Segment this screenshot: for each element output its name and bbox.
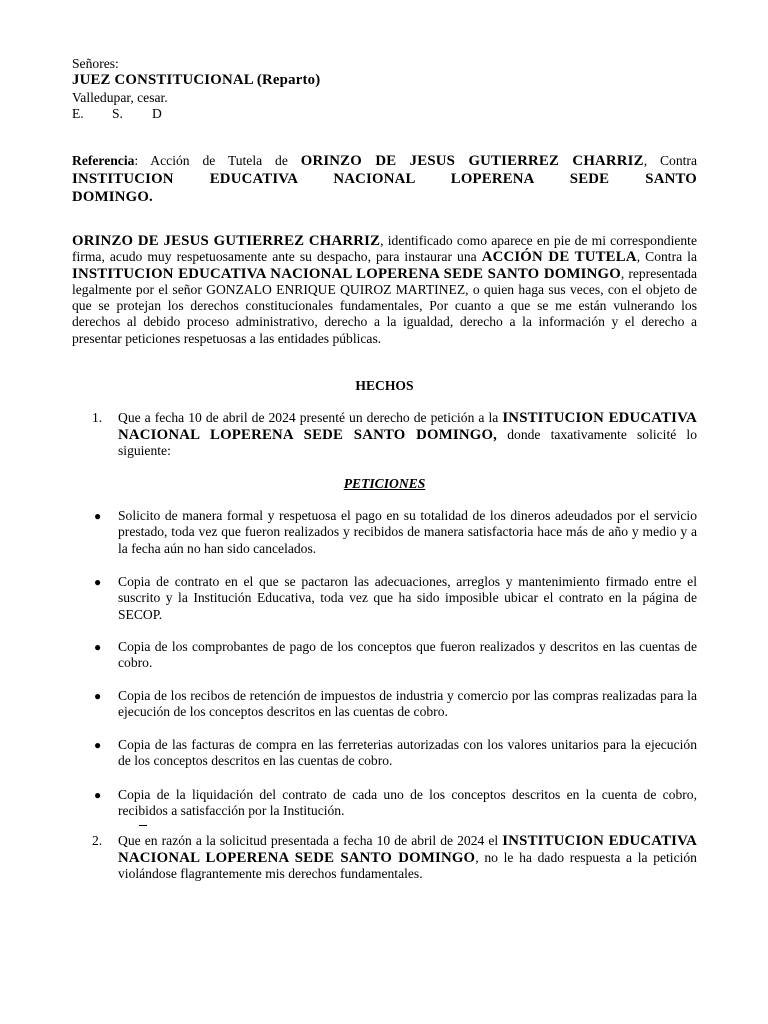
item-1-institution: INSTITUCION EDUCATIVA NACIONAL LOPERENA SEDE SANTO DOMINGO,: [118, 410, 697, 443]
item-1-text-1: Que a fecha 10 de abril de 2024 presenté un derecho de petición a la: [118, 410, 503, 425]
intro-text-3: , representada legalmente por el señor GONZALO ENRIQUE QUIROZ MARTINEZ, o quien haga sus veces, con el objeto de que se protejan los derechos constitucionales fundamentales, Por cuanto a que se me están vulnerando los derechos al debido proceso administrativo, derecho a la igualdad, derecho a la información y el derecho a presentar peticiones respetuosas a las entidades públicas.: [72, 265, 697, 346]
item-2-text: [118, 833, 697, 883]
reference-plaintiff: ORINZO DE JESUS GUTIERREZ CHARRIZ: [300, 153, 644, 169]
stray-dash: [139, 825, 147, 826]
bullet-icon: ●: [94, 640, 102, 654]
bullet-icon: ●: [94, 509, 102, 523]
item-2-institution: INSTITUCION EDUCATIVA NACIONAL LOPERENA SEDE SANTO DOMINGO: [118, 833, 697, 866]
peticion-item: Copia de las facturas de compra en las ferreterias autorizadas con los valores unitarios para la ejecución de los conceptos descritos en las cuentas de cobro.: [118, 737, 697, 769]
reference-label: Referencia: [72, 153, 135, 168]
peticion-item: Copia de los comprobantes de pago de los conceptos que fueron realizados y descritos en las cuentas de cobro.: [118, 639, 697, 671]
city: Valledupar, cesar.: [72, 90, 168, 105]
intro-text-2: , Contra la: [636, 249, 697, 265]
bullet-icon: ●: [94, 575, 102, 589]
peticiones-title: PETICIONES: [343, 476, 426, 491]
bullet-icon: ●: [94, 788, 102, 802]
intro-institution: INSTITUCION EDUCATIVA NACIONAL LOPERENA SEDE SANTO DOMINGO: [72, 265, 621, 282]
bullet-icon: ●: [94, 738, 102, 752]
reference-paragraph: [72, 152, 697, 206]
reference-defendant: INSTITUCION EDUCATIVA NACIONAL LOPERENA SEDE SANTO DOMINGO.: [72, 171, 697, 205]
esd-line: [72, 106, 697, 122]
intro-text-1: , identificado como aparece en pie de mi correspondiente firma, acudo muy respetuosamente ante su despacho, para instaurar una: [72, 233, 697, 265]
peticion-item: Copia de contrato en el que se pactaron las adecuaciones, arreglos y mantenimiento firmado entre el suscrito y la Institución Educativa, toda vez que ha sido imposible ubicar el contrato en la página de SECOP.: [118, 574, 697, 622]
item-2-text-2: , no le ha dado respuesta a la petición violándose flagrantemente mis derechos fundamentales.: [118, 849, 697, 881]
peticion-item: Solicito de manera formal y respetuosa el pago en su totalidad de los dineros adeudados por el servicio prestado, toda vez que fueron realizados y recibidos de manera satisfactoria hace más de año y medio y a la fecha aún no han sido cancelados.: [118, 508, 697, 556]
salutation: Señores:: [72, 56, 119, 71]
item-1-text: [118, 410, 697, 460]
item-2-number: 2.: [92, 833, 103, 848]
reference-text-1: : Acción de Tutela de: [134, 153, 301, 168]
item-1-text-2: donde taxativamente solicité lo siguiente:: [118, 426, 697, 458]
esd-d: D: [152, 106, 162, 121]
bullet-icon: ●: [94, 689, 102, 703]
item-2-text-1: Que en razón a la solicitud presentada a fecha 10 de abril de 2024 el: [118, 833, 503, 848]
hechos-title: HECHOS: [355, 378, 414, 393]
peticion-item: Copia de los recibos de retención de impuestos de industria y comercio por las compras realizadas para la ejecución de los conceptos descritos en las cuentas de cobro.: [118, 688, 697, 720]
intro-action: ACCIÓN DE TUTELA: [481, 249, 637, 266]
reference-text-2: , Contra: [643, 153, 697, 168]
intro-paragraph: [72, 233, 697, 347]
peticion-item: Copia de la liquidación del contrato de cada uno de los conceptos descritos en la cuenta de cobro, recibidos a satisfacción por la Institución.: [118, 787, 697, 819]
esd-s: S.: [112, 106, 123, 121]
item-1-number: 1.: [92, 410, 103, 425]
esd-e: E.: [72, 106, 84, 121]
judge-title: JUEZ CONSTITUCIONAL (Reparto): [72, 72, 321, 88]
intro-name: ORINZO DE JESUS GUTIERREZ CHARRIZ: [72, 233, 381, 249]
